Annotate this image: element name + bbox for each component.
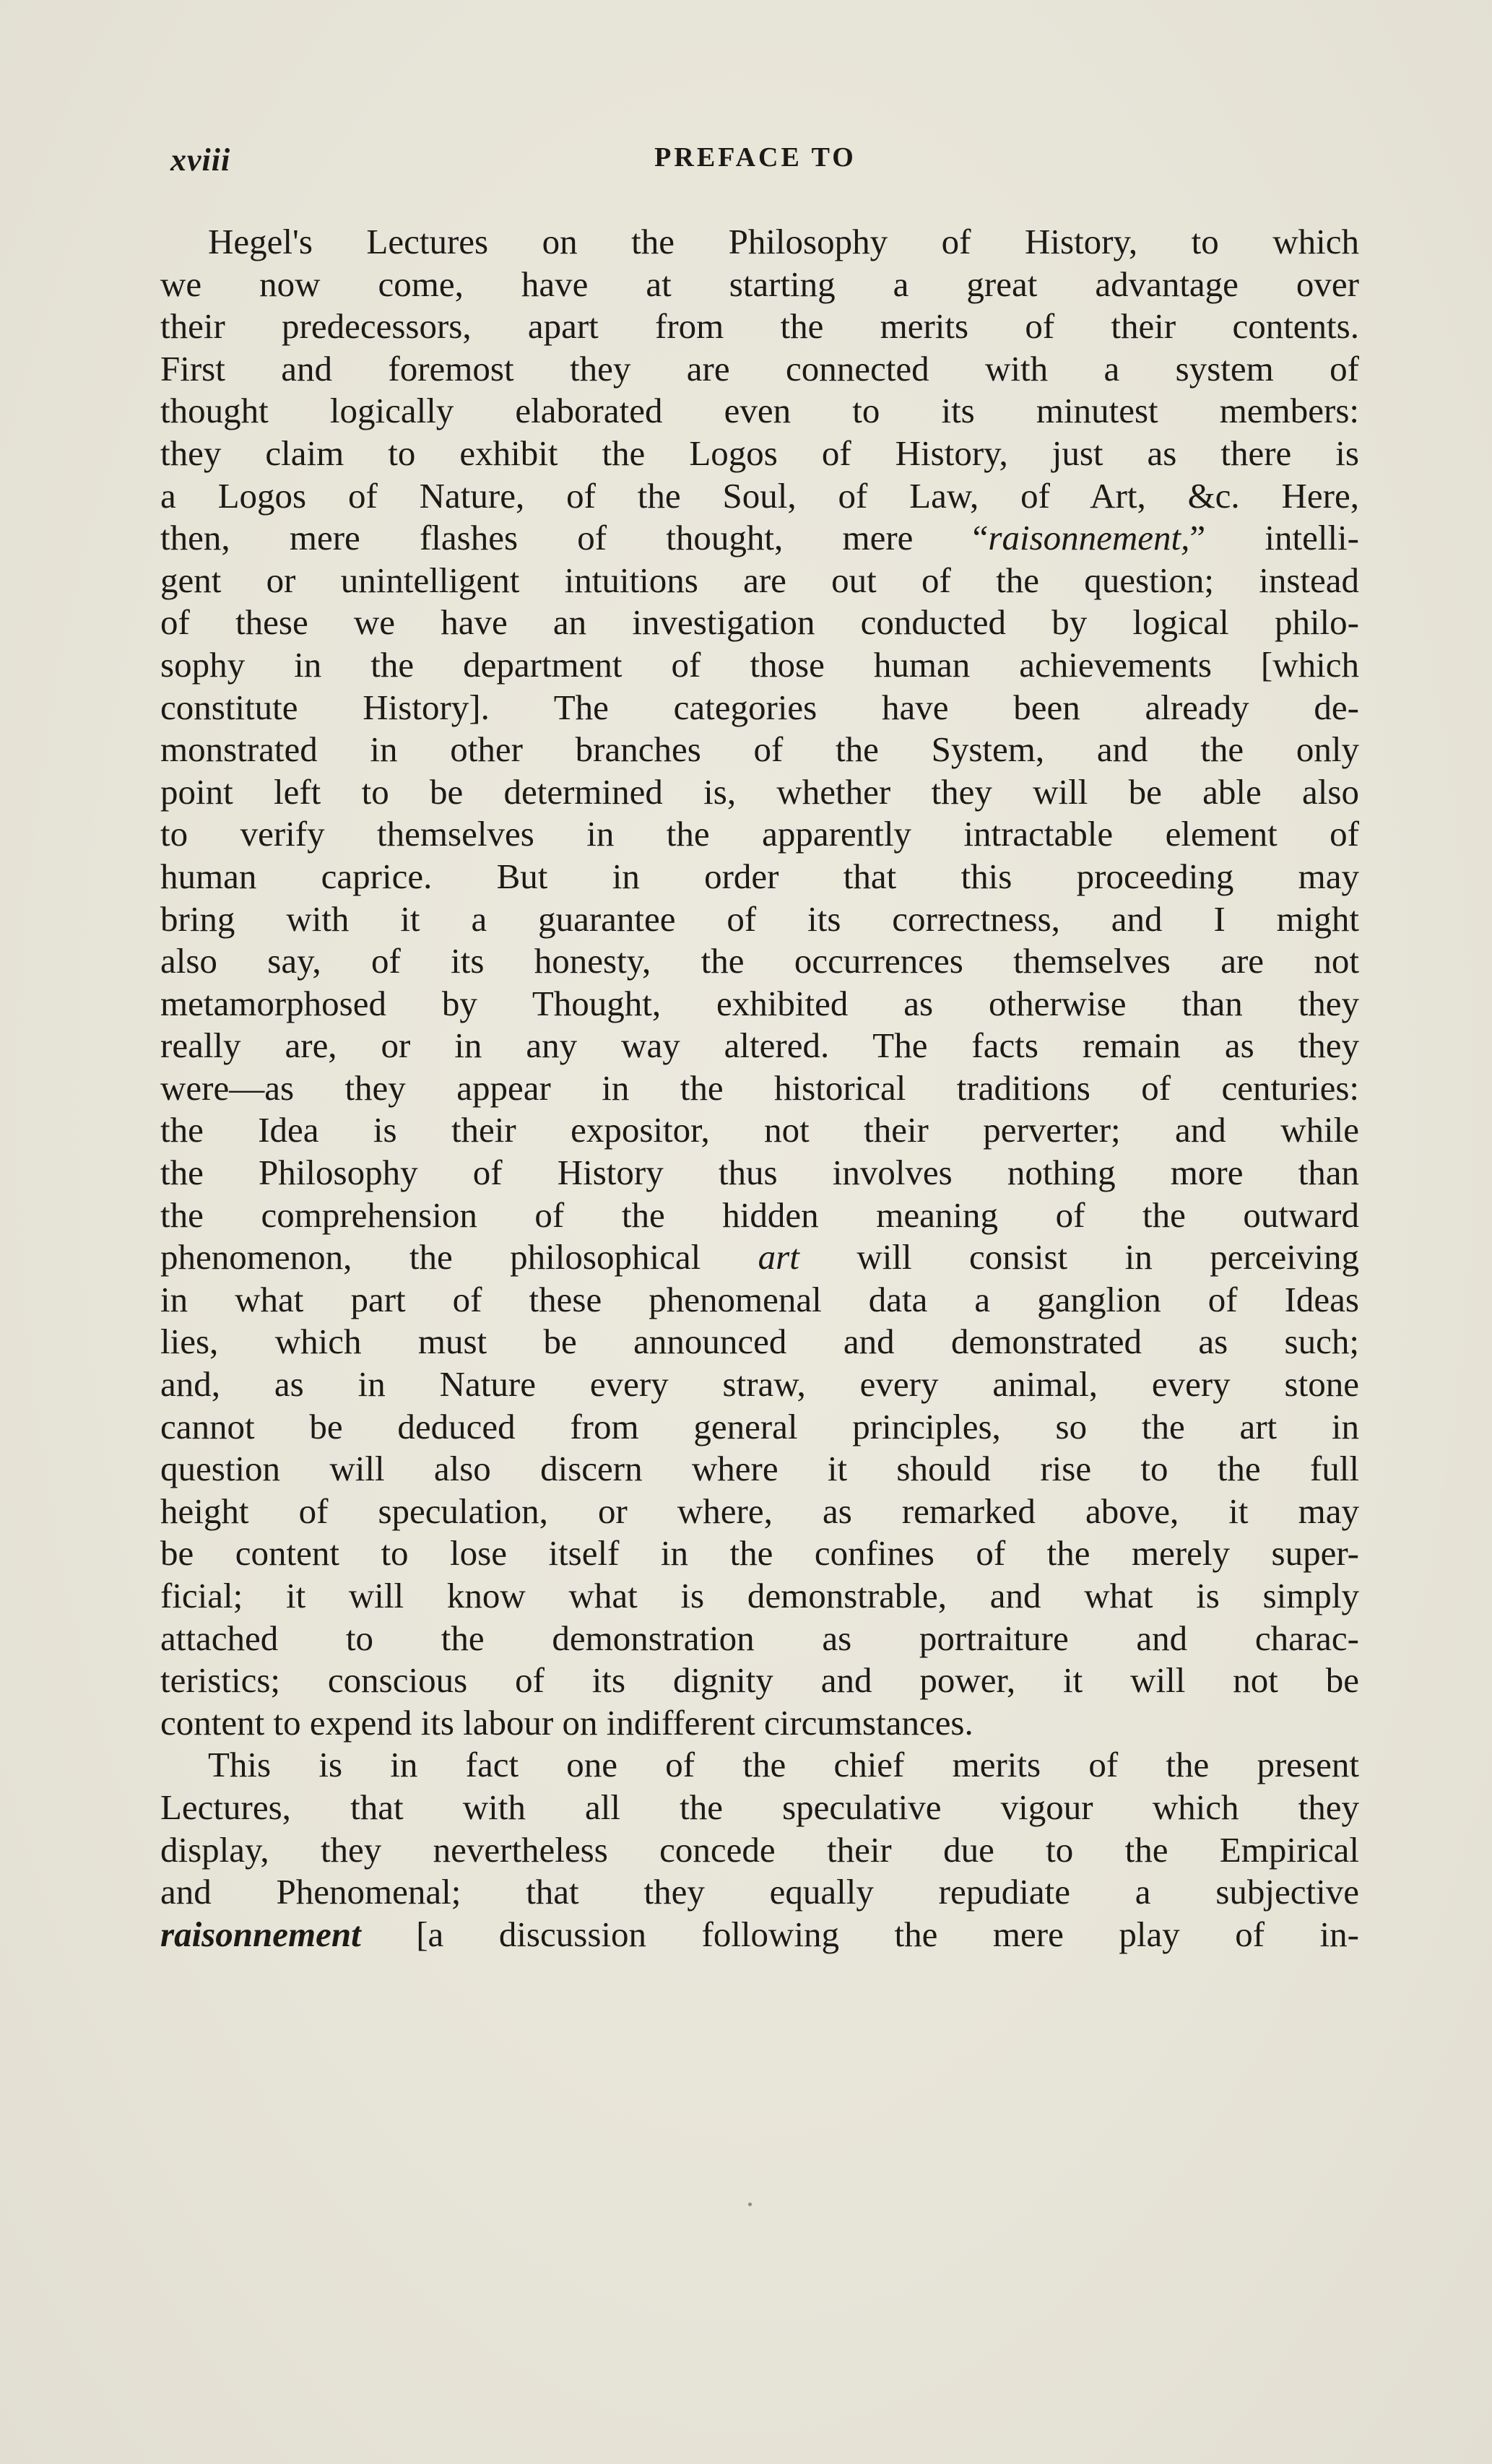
- text-line: to verify themselves in the apparently intractable element of: [160, 814, 1359, 854]
- text-line: their predecessors, apart from the merits of their contents.: [160, 306, 1359, 347]
- text-line: the Philosophy of History thus involves nothing more than: [160, 1153, 1359, 1193]
- text-line: teristics; conscious of its dignity and power, it will not be: [160, 1660, 1359, 1701]
- emphasis-text: art: [758, 1237, 799, 1277]
- text-line: they claim to exhibit the Logos of History, just as there is: [160, 433, 1359, 473]
- text-line: also say, of its honesty, the occurrences themselves are not: [160, 941, 1359, 981]
- text-segment: ” intelli-: [1189, 518, 1359, 558]
- footer-mark: [748, 2203, 752, 2206]
- text-line: we now come, have at starting a great advantage over: [160, 264, 1359, 304]
- text-line: a Logos of Nature, of the Soul, of Law, of Art, &c. Here,: [160, 475, 1359, 516]
- text-line: really are, or in any way altered. The facts remain as they: [160, 1025, 1359, 1066]
- text-line: constitute History]. The categories have been already de-: [160, 687, 1359, 727]
- text-line: ficial; it will know what is demonstrable, and what is simply: [160, 1576, 1359, 1615]
- text-line: and, as in Nature every straw, every animal, every stone: [160, 1364, 1359, 1405]
- paragraph: [160, 1744, 1359, 1956]
- text-line: Lectures, that with all the speculative vigour which they: [160, 1787, 1359, 1827]
- text-line: display, they nevertheless concede their due to the Empirical: [160, 1829, 1359, 1870]
- page-header: [170, 142, 1340, 178]
- text-line: be content to lose itself in the confines of the merely super-: [160, 1533, 1359, 1574]
- text-line: thought logically elaborated even to its minutest members:: [160, 391, 1359, 431]
- text-line: [160, 1236, 1359, 1279]
- text-line: the comprehension of the hidden meaning of the outward: [160, 1194, 1359, 1235]
- text-segment: then, mere flashes of thought, mere “: [160, 518, 989, 558]
- text-segment: [a discussion following the mere play of in-: [360, 1914, 1359, 1954]
- text-line: in what part of these phenomenal data a ganglion of Ideas: [160, 1279, 1359, 1319]
- text-segment: will consist in perceiving: [799, 1237, 1359, 1277]
- text-line: sophy in the department of those human achievements [which: [160, 644, 1359, 685]
- text-line: First and foremost they are connected with a system of: [160, 348, 1359, 389]
- text-line: of these we have an investigation conducted by logical philo-: [160, 602, 1359, 643]
- text-line: human caprice. But in order that this proceeding may: [160, 856, 1359, 896]
- emphasis-text: raisonnement,: [988, 518, 1190, 558]
- text-line: [160, 517, 1359, 560]
- emphasis-text: raisonnement: [160, 1914, 361, 1954]
- text-line: [160, 1914, 1359, 1956]
- text-line: cannot be deduced from general principles, so the art in: [160, 1406, 1359, 1446]
- page-number: xviii: [170, 142, 231, 178]
- text-line: and Phenomenal; that they equally repudiate a subjective: [160, 1872, 1359, 1912]
- text-segment: phenomenon, the philosophical: [160, 1237, 758, 1277]
- text-line: monstrated in other branches of the System, and the only: [160, 729, 1359, 770]
- text-line: Hegel's Lectures on the Philosophy of History, to which: [208, 222, 1359, 261]
- text-line: were—as they appear in the historical traditions of centuries:: [160, 1067, 1359, 1108]
- text-line: point left to be determined is, whether they will be able also: [160, 771, 1359, 812]
- text-line: attached to the demonstration as portraiture and charac-: [160, 1618, 1359, 1658]
- text-line: metamorphosed by Thought, exhibited as otherwise than they: [160, 983, 1359, 1023]
- text-line: bring with it a guarantee of its correctness, and I might: [160, 898, 1359, 939]
- text-line: height of speculation, or where, as remarked above, it may: [160, 1491, 1359, 1531]
- paragraph: [160, 221, 1359, 1744]
- text-line: the Idea is their expositor, not their perverter; and while: [160, 1110, 1359, 1150]
- text-line: content to expend its labour on indifferent circumstances.: [160, 1702, 973, 1743]
- body-text: [160, 221, 1359, 1956]
- text-line: question will also discern where it should rise to the full: [160, 1449, 1359, 1489]
- text-line: lies, which must be announced and demonstrated as such;: [160, 1322, 1359, 1362]
- running-head: PREFACE TO: [654, 142, 856, 173]
- text-line: This is in fact one of the chief merits of the present: [208, 1745, 1359, 1785]
- text-line: gent or unintelligent intuitions are out of the question; instead: [160, 560, 1359, 600]
